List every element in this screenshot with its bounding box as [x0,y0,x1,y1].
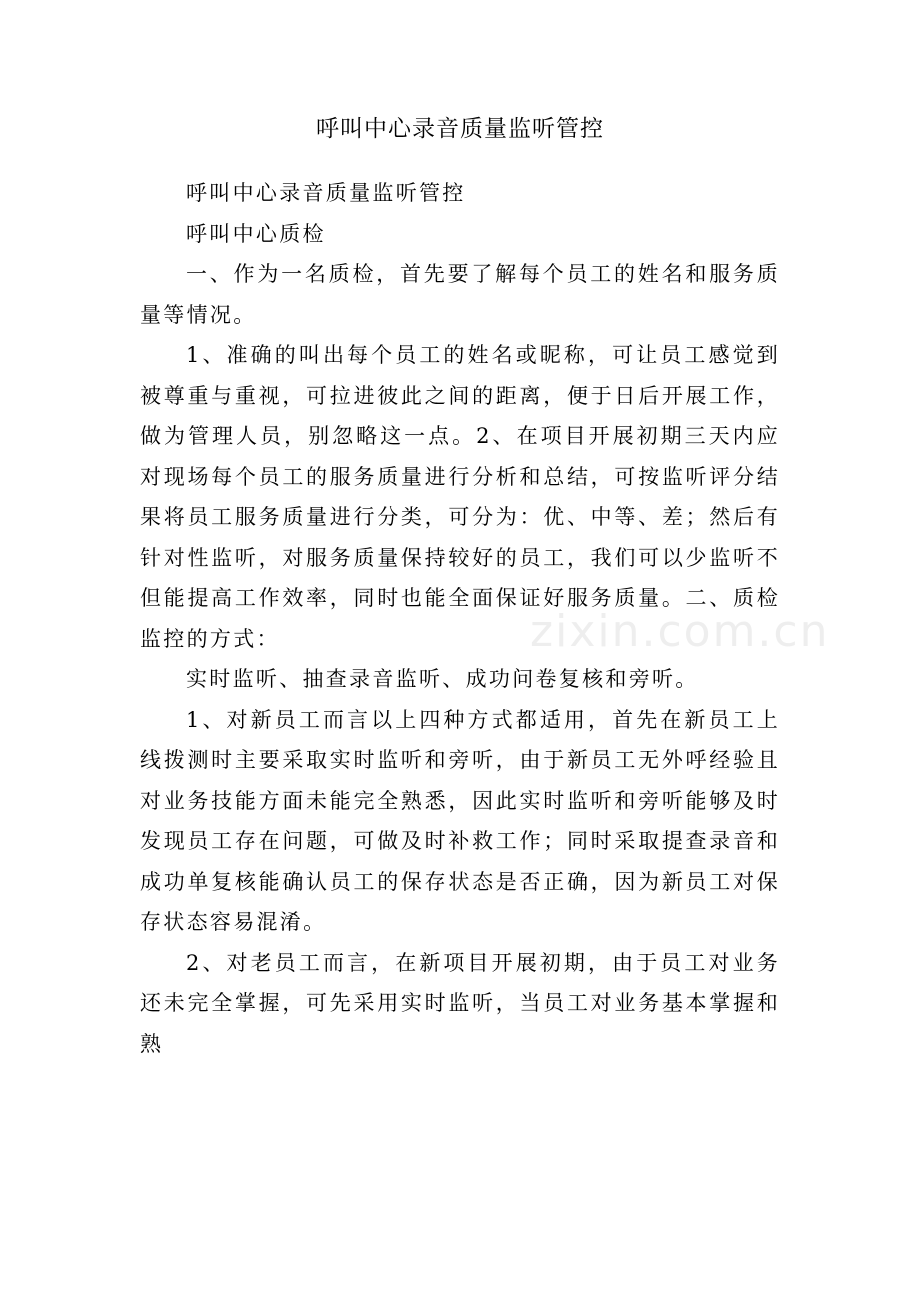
document-title: 呼叫中心录音质量监听管控 [316,116,604,142]
paragraph-section-label: 呼叫中心质检 [186,221,326,246]
paragraph-new-staff: 1、对新员工而言以上四种方式都适用，首先在新员工上线拨测时主要采取实时监听和旁听，由于新员工无外呼经验且对业务技能方面未能完全熟悉，因此实时监听和旁听能够及时发现员工存在问题，可做及时补救工作；同时采取提查录音和成功单复核能确认员工的保存状态是否正确，因为新员工对保存状态容易混淆。 [140,707,780,934]
paragraph-methods: 实时监听、抽查录音监听、成功问卷复核和旁听。 [186,667,699,691]
document-body [140,173,780,1064]
paragraph-point-1: 一、作为一名质检，首先要了解每个员工的姓名和服务质量等情况。 [140,262,780,327]
paragraph-subtitle: 呼叫中心录音质量监听管控 [186,181,466,205]
watermark: zixin.com.cn [530,606,830,657]
paragraph-item-1: 1、准确的叫出每个员工的姓名或昵称，可让员工感觉到被尊重与重视，可拉进彼此之间的距离，便于日后开展工作，做为管理人员，别忽略这一点。2、在项目开展初期三天内应对现场每个员工的服务质量进行分析和总结，可按监听评分结果将员工服务质量进行分类，可分为：优、中等、差；然后有针对性监听，对服务质量保持较好的员工，我们可以少监听不但能提高工作效率，同时也能全面保证好服务质量。二、质检监控的方式： [140,343,780,651]
paragraph-old-staff: 2、对老员工而言，在新项目开展初期，由于员工对业务还未完全掌握，可先采用实时监听，当员工对业务基本掌握和熟 [140,950,780,1056]
